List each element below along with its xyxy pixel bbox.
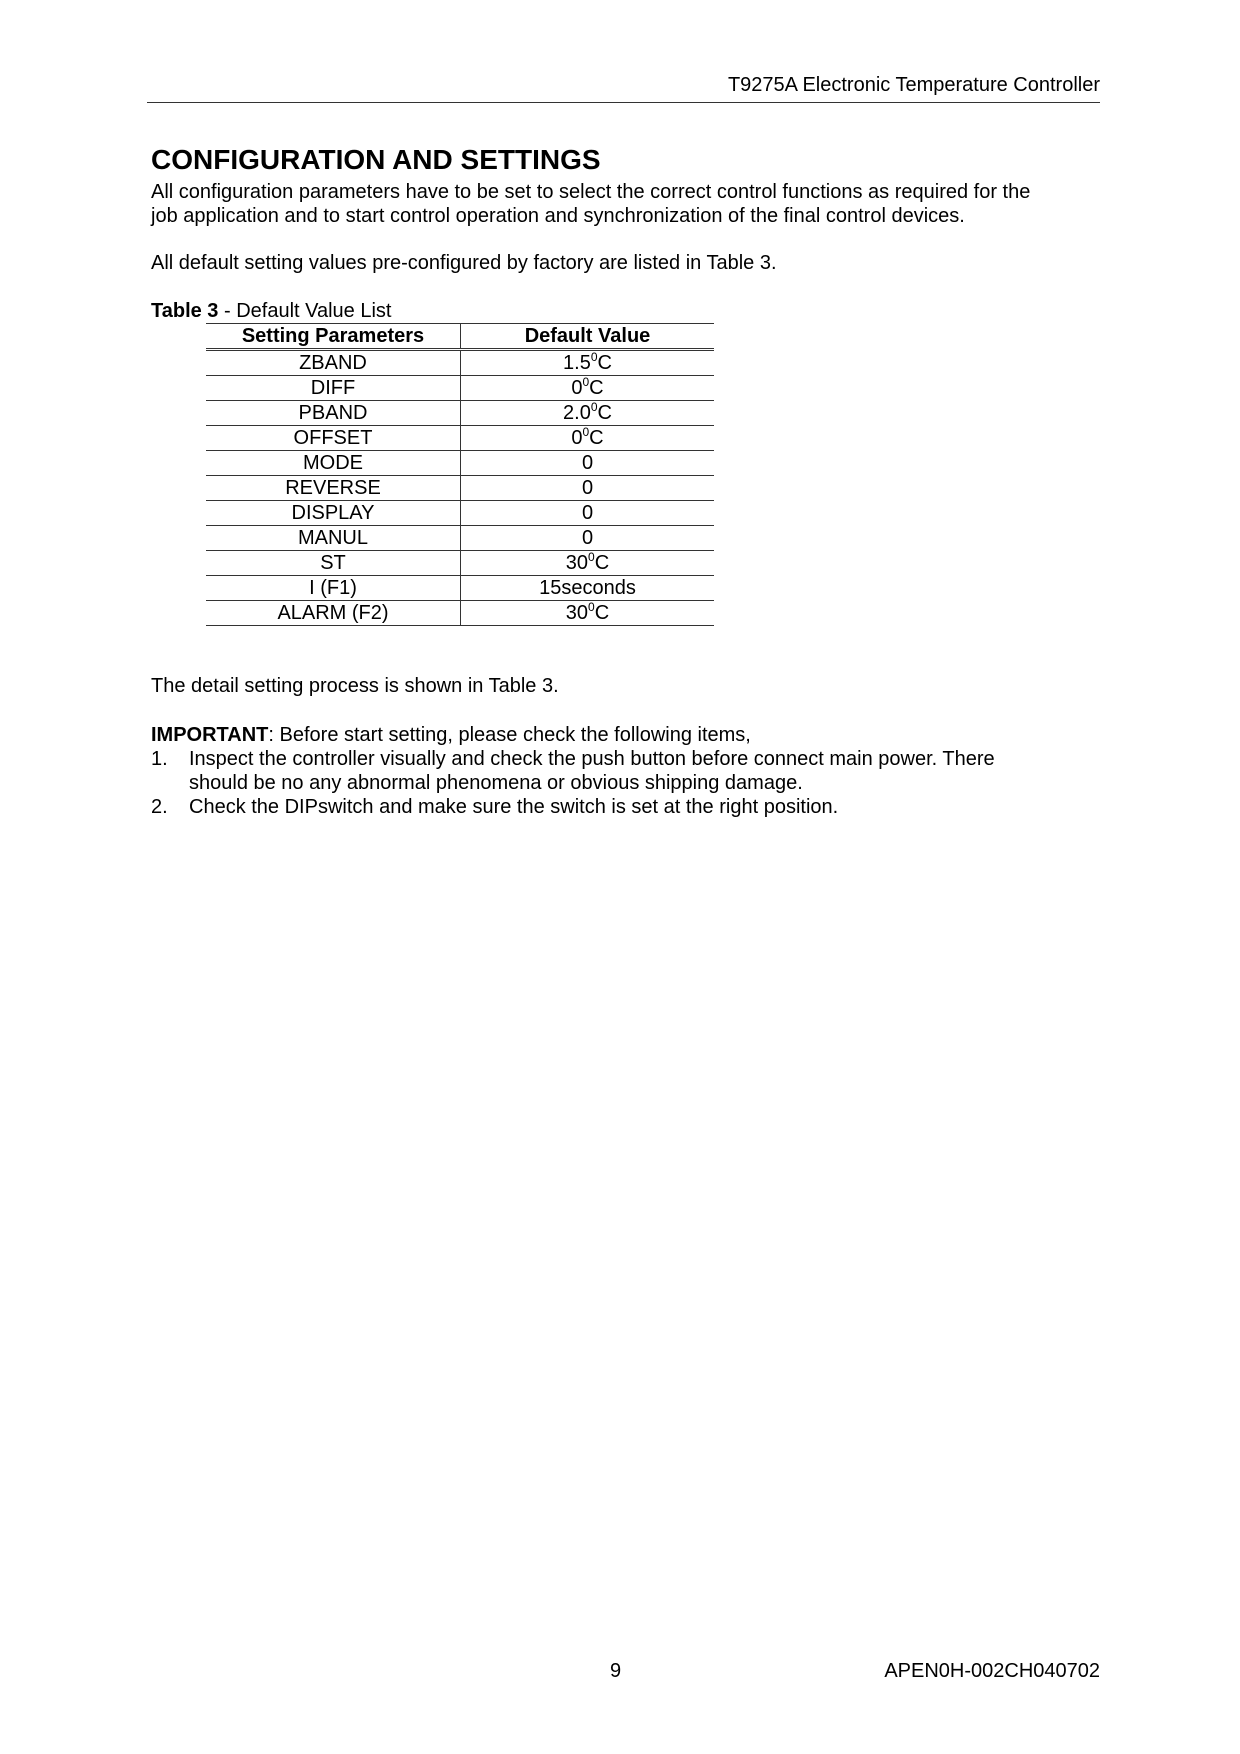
list-item-line: Check the DIPswitch and make sure the switch is set at the right position. — [189, 796, 839, 818]
table-row — [206, 451, 714, 476]
important-block — [151, 723, 1091, 819]
table-caption — [151, 299, 391, 323]
value-text: 0 — [571, 376, 583, 399]
value-text: 1.5 — [563, 351, 591, 374]
unit-text: C — [594, 601, 610, 624]
detail-note: The detail setting process is shown in Table 3. — [151, 675, 559, 697]
value-text: 0 — [581, 526, 594, 549]
default-value-cell — [461, 350, 715, 376]
value-text: 2.0 — [563, 401, 591, 424]
table-row — [206, 376, 714, 401]
parameter-cell: DIFF — [206, 376, 461, 401]
page-number: 9 — [610, 1660, 622, 1682]
value-text: 15seconds — [539, 576, 636, 599]
value-text: 0 — [581, 501, 594, 524]
default-value-cell — [461, 401, 715, 426]
degree-superscript: 0 — [588, 599, 595, 614]
table-row — [206, 401, 714, 426]
unit-text: C — [597, 351, 612, 374]
parameter-cell: OFFSET — [206, 426, 461, 451]
list-item-number: 1. — [151, 748, 168, 770]
table-row — [206, 601, 714, 626]
degree-superscript: 0 — [582, 424, 590, 439]
parameter-cell: PBAND — [206, 401, 461, 426]
default-value-cell — [461, 376, 715, 401]
degree-superscript: 0 — [582, 374, 590, 389]
parameter-cell: MODE — [206, 451, 461, 476]
value-text: 0 — [581, 476, 594, 499]
parameter-cell: ALARM (F2) — [206, 601, 461, 626]
degree-superscript: 0 — [588, 549, 595, 564]
default-value-table — [206, 323, 714, 626]
unit-text: C — [589, 376, 604, 399]
default-value-cell — [461, 526, 715, 551]
list-item-line: should be no any abnormal phenomena or obvious shipping damage. — [189, 772, 803, 794]
degree-superscript: 0 — [590, 349, 598, 364]
important-intro — [151, 723, 1091, 747]
parameter-cell: I (F1) — [206, 576, 461, 601]
value-text: 0 — [571, 426, 583, 449]
default-value-cell — [461, 426, 715, 451]
unit-text: C — [594, 551, 610, 574]
parameter-cell: ZBAND — [206, 350, 461, 376]
default-value-cell — [461, 501, 715, 526]
value-text: 30 — [565, 551, 589, 574]
section-title: CONFIGURATION AND SETTINGS — [151, 144, 601, 175]
list-item — [151, 747, 1091, 795]
parameter-cell: DISPLAY — [206, 501, 461, 526]
parameter-cell: MANUL — [206, 526, 461, 551]
default-value-cell — [461, 551, 715, 576]
important-text: : Before start setting, please check the following items, — [268, 724, 751, 746]
table-row — [206, 576, 714, 601]
list-item-line: Inspect the controller visually and check the push button before connect main power. There — [189, 748, 995, 770]
unit-text: C — [589, 426, 604, 449]
default-value-cell — [461, 451, 715, 476]
table-header-row — [206, 324, 714, 350]
page-header — [147, 74, 1100, 103]
parameter-cell: ST — [206, 551, 461, 576]
degree-superscript: 0 — [590, 399, 598, 414]
default-value-cell — [461, 576, 715, 601]
table-row — [206, 426, 714, 451]
intro-paragraph — [151, 180, 1091, 228]
table-row — [206, 526, 714, 551]
value-text: 30 — [565, 601, 589, 624]
table-row — [206, 350, 714, 376]
checklist — [151, 747, 1091, 819]
value-text: 0 — [581, 451, 594, 474]
table-row — [206, 551, 714, 576]
unit-text: C — [597, 401, 612, 424]
table-caption-label: Table 3 — [151, 300, 219, 322]
intro-line-2: job application and to start control operation and synchronization of the final control devices. — [151, 205, 965, 227]
default-value-cell — [461, 476, 715, 501]
default-value-cell — [461, 601, 715, 626]
defaults-note: All default setting values pre-configured by factory are listed in Table 3. — [151, 252, 777, 274]
header-default-value: Default Value — [461, 324, 715, 350]
important-label: IMPORTANT — [151, 724, 269, 746]
header-title: T9275A Electronic Temperature Controller — [727, 74, 1100, 96]
table-caption-text: - Default Value List — [218, 300, 392, 322]
table-row — [206, 476, 714, 501]
header-setting-parameters: Setting Parameters — [206, 324, 461, 350]
intro-line-1: All configuration parameters have to be set to select the correct control functions as required for the — [151, 181, 1031, 203]
list-item — [151, 795, 1091, 819]
parameter-cell: REVERSE — [206, 476, 461, 501]
table-row — [206, 501, 714, 526]
list-item-number: 2. — [151, 796, 168, 818]
document-code: APEN0H-002CH040702 — [884, 1660, 1100, 1682]
